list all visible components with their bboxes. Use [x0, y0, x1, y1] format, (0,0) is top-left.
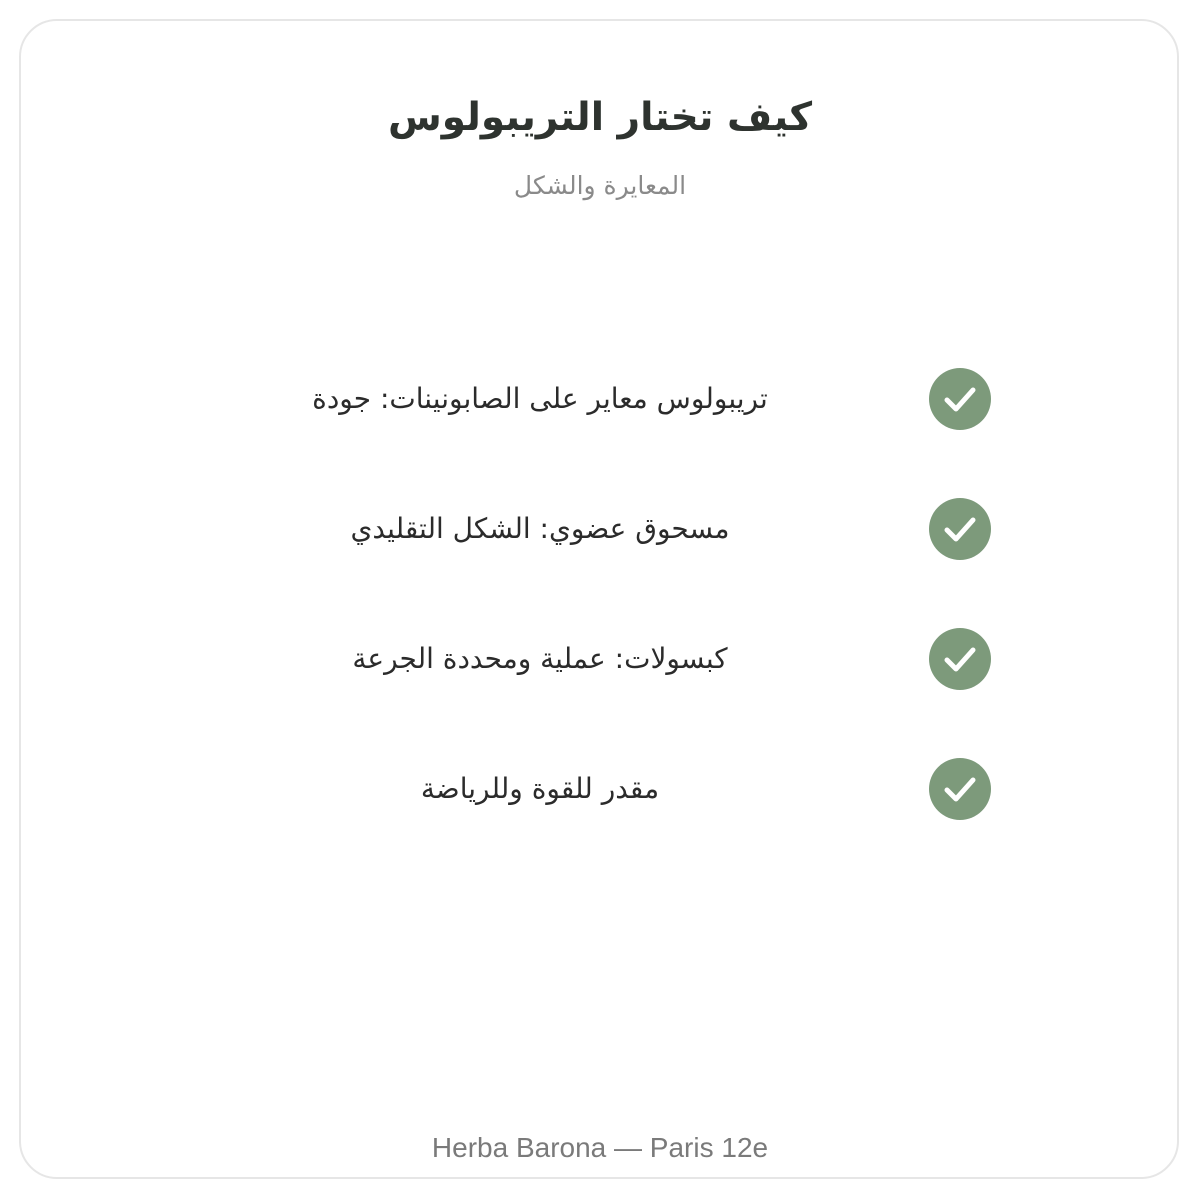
check-circle-icon — [929, 628, 991, 690]
check-circle-icon — [929, 758, 991, 820]
list-item-label: كبسولات: عملية ومحددة الجرعة — [352, 642, 728, 675]
list-item — [0, 628, 1200, 690]
list-item — [0, 368, 1200, 430]
list-item-label: مقدر للقوة وللرياضة — [420, 772, 660, 805]
footer-brand: Herba Barona — Paris 12e — [431, 1132, 769, 1163]
list-item-label: تريبولوس معاير على الصابونينات: جودة — [312, 382, 768, 415]
check-circle-icon — [929, 498, 991, 560]
page-title: كيف تختار التريبولوس — [387, 95, 813, 140]
list-item — [0, 498, 1200, 560]
list-item-label: مسحوق عضوي: الشكل التقليدي — [350, 512, 730, 545]
page-subtitle: المعايرة والشكل — [513, 171, 687, 200]
list-item — [0, 758, 1200, 820]
check-circle-icon — [929, 368, 991, 430]
